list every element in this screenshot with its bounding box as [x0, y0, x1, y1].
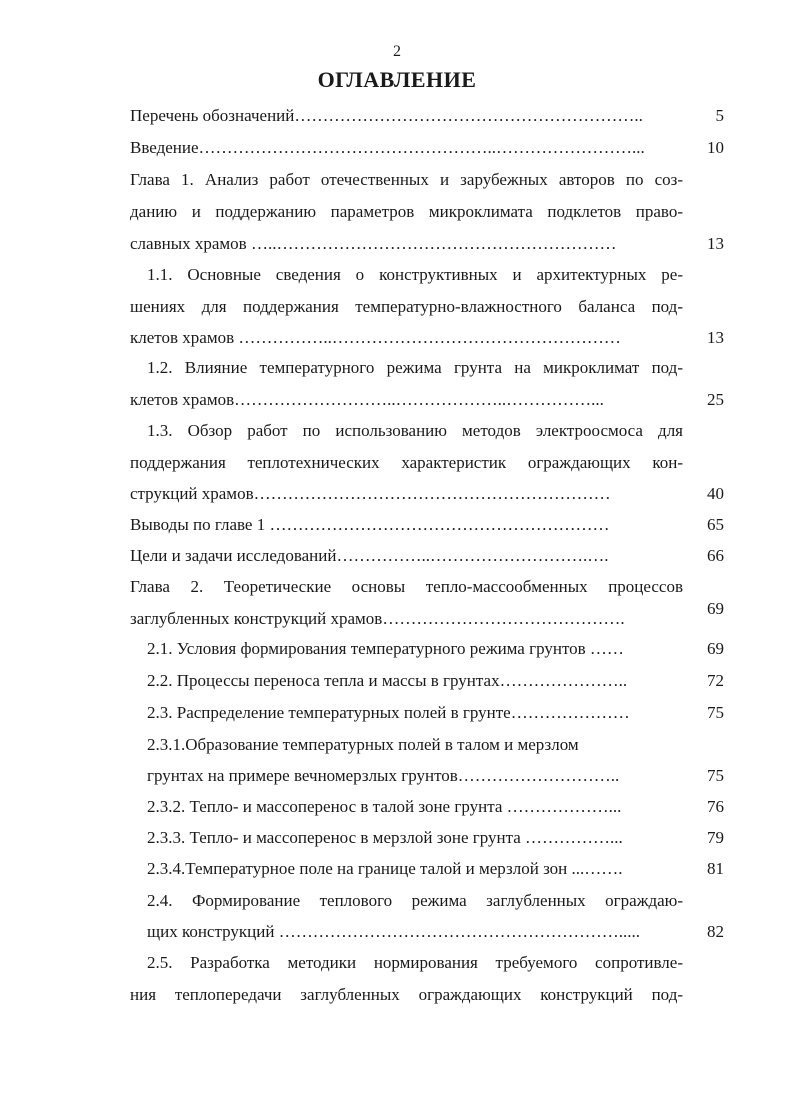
toc-page-number: 13 [707, 234, 724, 253]
toc-entry-line: Введение……………………………………………..……………………... [130, 138, 645, 157]
toc-page-number: 66 [707, 546, 724, 565]
toc-entry-line: Выводы по главе 1 …………………………………………………… [130, 515, 610, 534]
toc-entry-line: 2.3.1.Образование температурных полей в талом и мерзлом [147, 735, 579, 754]
toc-entry-line: Перечень обозначений…………………………………………………….. [130, 106, 643, 125]
toc-entry-line: 2.3.2. Тепло- и массоперенос в талой зоне грунта ………………... [147, 797, 622, 816]
toc-page-number: 69 [707, 599, 724, 618]
toc-entry-line: 2.3.4.Температурное поле на границе талой и мерзлой зон ...……. [147, 859, 623, 878]
toc-entry-line: щих конструкций ……………………………………………………..... [147, 922, 640, 941]
toc-page-number: 10 [707, 138, 724, 157]
toc-entry-line: 2.3.3. Тепло- и массоперенос в мерзлой зоне грунта ……………... [147, 828, 623, 847]
toc-page-number: 13 [707, 328, 724, 347]
toc-entry-line: 1.3. Обзор работ по использованию методов электроосмоса для [147, 421, 683, 440]
toc-entry-line: 1.2. Влияние температурного режима грунта на микроклимат под- [147, 358, 683, 377]
toc-page-number: 40 [707, 484, 724, 503]
toc-entry-line: 2.4. Формирование теплового режима заглубленных ограждаю- [147, 891, 683, 910]
toc-page-number: 69 [707, 639, 724, 658]
toc-entry-line: 1.1. Основные сведения о конструктивных и архитектурных ре- [147, 265, 683, 284]
toc-entry-line: грунтах на примере вечномерзлых грунтов……………………….. [147, 766, 620, 785]
toc-page-number: 25 [707, 390, 724, 409]
toc-entry-line: клетов храмов ……………..…………………………………………… [130, 328, 621, 347]
toc-entry-line: шениях для поддержания температурно-влажностного баланса под- [130, 297, 683, 316]
toc-entry-line: клетов храмов………………………..………………..……………... [130, 390, 604, 409]
toc-entry-line: 2.5. Разработка методики нормирования требуемого сопротивле- [147, 953, 683, 972]
page-number: 2 [393, 43, 401, 60]
toc-entry-line: 2.3. Распределение температурных полей в грунте………………… [147, 703, 630, 722]
toc-page-number: 76 [707, 797, 724, 816]
toc-page-number: 79 [707, 828, 724, 847]
toc-entry-line: Глава 1. Анализ работ отечественных и зарубежных авторов по соз- [130, 170, 683, 189]
toc-entry-line: 2.1. Условия формирования температурного режима грунтов …… [147, 639, 624, 658]
toc-page-number: 82 [707, 922, 724, 941]
toc-page-number: 72 [707, 671, 724, 690]
toc-entry-line: данию и поддержанию параметров микроклимата подклетов право- [130, 202, 683, 221]
toc-entry-line: ния теплопередачи заглубленных ограждающих конструкций под- [130, 985, 683, 1004]
toc-page-number: 75 [707, 703, 724, 722]
toc-entry-line: Цели и задачи исследований……………..……………………….…. [130, 546, 609, 565]
toc-entry-line: поддержания теплотехнических характеристик ограждающих кон- [130, 453, 683, 472]
toc-page-number: 65 [707, 515, 724, 534]
toc-entry-line: заглубленных конструкций храмов……………………………………. [130, 609, 625, 628]
toc-entry-line: Глава 2. Теоретические основы тепло-массообменных процессов [130, 577, 683, 596]
toc-entry-line: 2.2. Процессы переноса тепла и массы в грунтах………………….. [147, 671, 628, 690]
page-title: ОГЛАВЛЕНИЕ [317, 67, 477, 92]
toc-entry-line: струкций храмов……………………………………………………… [130, 484, 611, 503]
toc-page-number: 81 [707, 859, 724, 878]
toc-page-number: 5 [715, 106, 724, 125]
toc-entry-line: славных храмов …..…………………………………………………… [130, 234, 617, 253]
toc-page-number: 75 [707, 766, 724, 785]
